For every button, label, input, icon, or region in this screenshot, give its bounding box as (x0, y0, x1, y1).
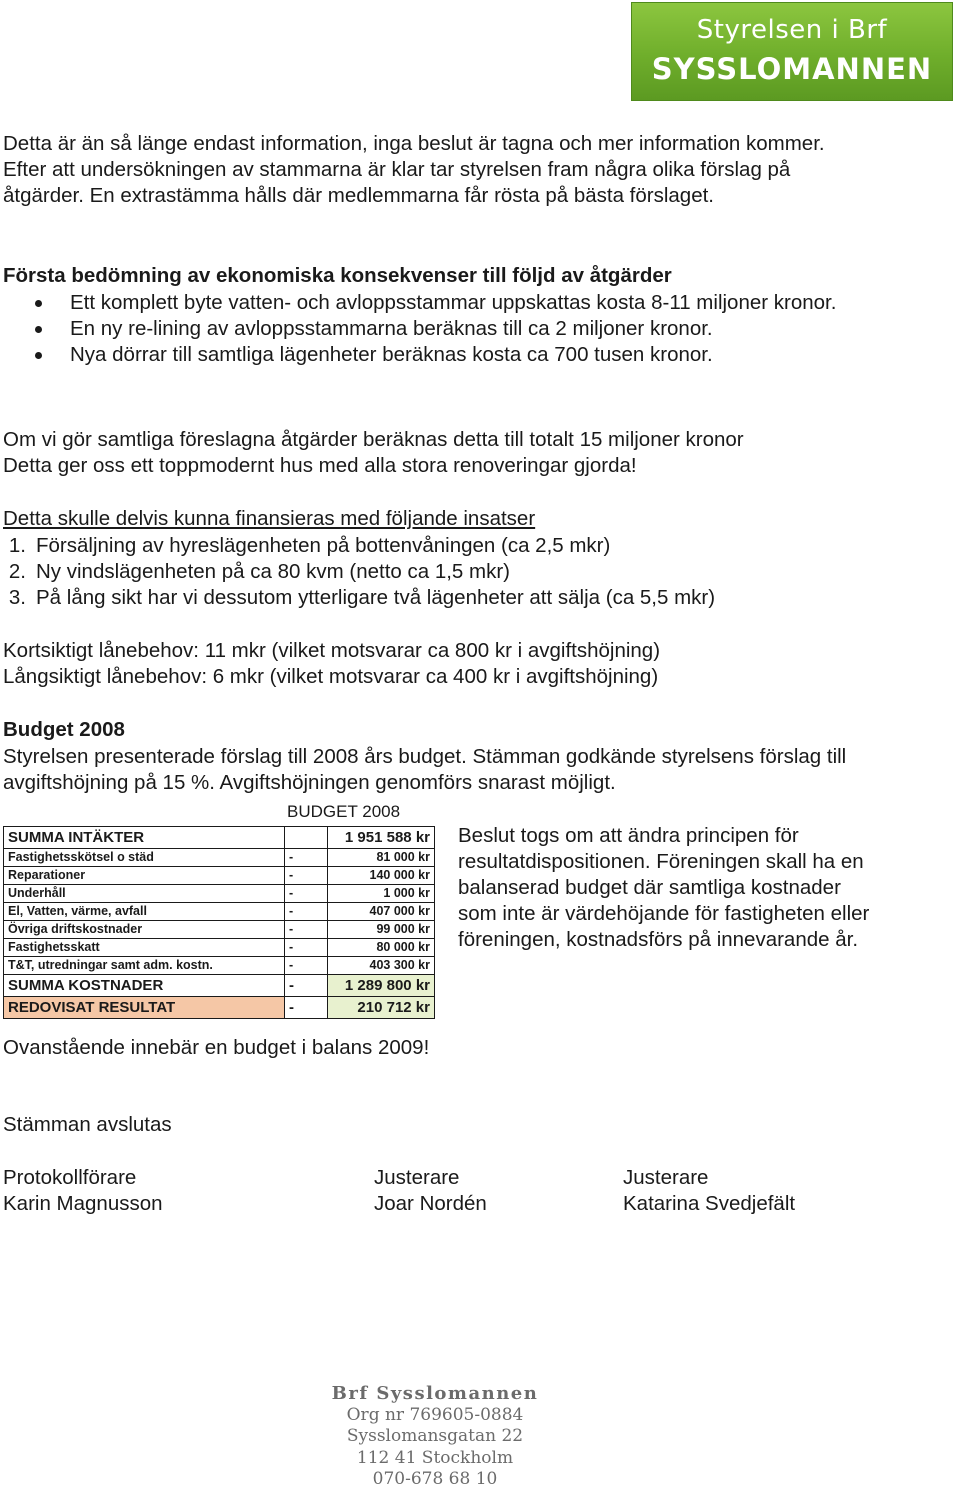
row-label: T&T, utredningar samt adm. kostn. (4, 957, 285, 975)
row-value: 403 300 kr (328, 957, 435, 975)
row-label: SUMMA KOSTNADER (4, 975, 285, 997)
table-row (4, 867, 435, 885)
signature-name: Katarina Svedjefält (623, 1192, 796, 1215)
total-line1: Om vi gör samtliga föreslagna åtgärder beräknas detta till totalt 15 miljoner kronor (3, 428, 744, 451)
row-value: 210 712 kr (328, 997, 435, 1019)
row-sign: - (285, 939, 328, 957)
row-sign: - (285, 921, 328, 939)
list-item (3, 533, 903, 559)
row-label: El, Vatten, värme, avfall (4, 903, 285, 921)
table-row (4, 903, 435, 921)
row-label: SUMMA INTÄKTER (4, 827, 285, 849)
list-item (3, 585, 903, 611)
footer (0, 1383, 870, 1491)
budget-side-note: Beslut togs om att ändra principen för resultatdispositionen. Föreningen skall ha en balanserad budget där samtliga kostnader som inte är värdehöjande för fastigheten eller föreningen, kostnadsförs på innevarande år. (458, 824, 870, 951)
row-sign: - (285, 975, 328, 997)
signature-name: Karin Magnusson (3, 1192, 163, 1215)
item-text: Ny vindslägenheten på ca 80 kvm (netto ca 1,5 mkr) (36, 560, 511, 583)
item-text: Försäljning av hyreslägenheten på bottenvåningen (ca 2,5 mkr) (36, 534, 611, 557)
intro-paragraph: Detta är än så länge endast information, inga beslut är tagna och mer information kommer. Efter att undersökningen av stammarna är klar tar styrelsen fram några olika förslag på åtgärder. En extrastämma hålls där medlemmarna får rösta på bästa förslaget. (3, 132, 825, 207)
table-row (4, 885, 435, 903)
row-label: Reparationer (4, 867, 285, 885)
logo-line1: Styrelsen i Brf (696, 15, 888, 45)
row-value: 99 000 kr (328, 921, 435, 939)
row-sign (285, 827, 328, 849)
row-sign: - (285, 903, 328, 921)
footer-name: Brf Sysslomannen (331, 1383, 539, 1404)
item-number: 1. (8, 534, 26, 557)
financing-list (3, 533, 903, 611)
item-number: 2. (8, 560, 26, 583)
table-row (4, 957, 435, 975)
budget-heading: Budget 2008 (3, 718, 125, 741)
row-value: 80 000 kr (328, 939, 435, 957)
list-item (3, 559, 903, 585)
signature-role: Justerare (374, 1166, 460, 1189)
loan-long: Långsiktigt lånebehov: 6 mkr (vilket motsvarar ca 400 kr i avgiftshöjning) (3, 665, 659, 688)
list-item: Nya dörrar till samtliga lägenheter beräknas kosta ca 700 tusen kronor. (3, 342, 870, 368)
table-row (4, 939, 435, 957)
table-row (4, 975, 435, 997)
row-sign: - (285, 867, 328, 885)
signature-role: Justerare (623, 1166, 709, 1189)
row-value: 1 000 kr (328, 885, 435, 903)
row-value: 1 951 588 kr (328, 827, 435, 849)
signature-block (374, 1165, 487, 1217)
table-row (4, 827, 435, 849)
assessment-list (3, 290, 870, 368)
table-row (4, 921, 435, 939)
footer-org: Org nr 769605-0884 (346, 1404, 524, 1425)
logo-line2: SYSSLOMANNEN (651, 52, 933, 86)
table-row (4, 997, 435, 1019)
list-item: En ny re-lining av avloppsstammarna beräknas till ca 2 miljoner kronor. (3, 316, 870, 342)
financing-heading: Detta skulle delvis kunna finansieras med följande insatser (3, 507, 536, 530)
row-value: 407 000 kr (328, 903, 435, 921)
budget-conclusion: Ovanstående innebär en budget i balans 2009! (3, 1036, 430, 1059)
row-sign: - (285, 849, 328, 867)
footer-street: Sysslomansgatan 22 (346, 1426, 524, 1446)
row-label: Övriga driftskostnader (4, 921, 285, 939)
item-number: 3. (8, 586, 26, 609)
budget-text: Styrelsen presenterade förslag till 2008 års budget. Stämman godkände styrelsens förslag till avgiftshöjning på 15 %. Avgiftshöjningen genomförs snarast möjligt. (3, 745, 847, 794)
footer-phone: 070-678 68 10 (372, 1469, 498, 1489)
signature-role: Protokollförare (3, 1166, 137, 1189)
table-row (4, 849, 435, 867)
item-text: På lång sikt har vi dessutom ytterligare två lägenheter att sälja (ca 5,5 mkr) (36, 586, 716, 609)
row-label: REDOVISAT RESULTAT (4, 997, 285, 1019)
row-label: Fastighetsskatt (4, 939, 285, 957)
list-item: Ett komplett byte vatten- och avloppsstammar uppskattas kosta 8-11 miljoner kronor. (3, 290, 870, 316)
budget-table-title: BUDGET 2008 (287, 802, 401, 821)
signature-name: Joar Nordén (374, 1192, 487, 1215)
total-line2: Detta ger oss ett toppmodernt hus med alla stora renoveringar gjorda! (3, 454, 637, 477)
row-value: 140 000 kr (328, 867, 435, 885)
row-sign: - (285, 997, 328, 1019)
row-label: Fastighetsskötsel o städ (4, 849, 285, 867)
budget-table (3, 826, 435, 1019)
row-sign: - (285, 885, 328, 903)
row-label: Underhåll (4, 885, 285, 903)
row-sign: - (285, 957, 328, 975)
loan-short: Kortsiktigt lånebehov: 11 mkr (vilket motsvarar ca 800 kr i avgiftshöjning) (3, 639, 661, 662)
signature-block (3, 1165, 163, 1217)
assessment-heading: Första bedömning av ekonomiska konsekvenser till följd av åtgärder (3, 264, 672, 287)
row-value: 1 289 800 kr (328, 975, 435, 997)
closing-text: Stämman avslutas (3, 1113, 172, 1136)
footer-city: 112 41 Stockholm (356, 1447, 514, 1468)
signature-block (623, 1165, 795, 1217)
logo (631, 2, 953, 101)
row-value: 81 000 kr (328, 849, 435, 867)
